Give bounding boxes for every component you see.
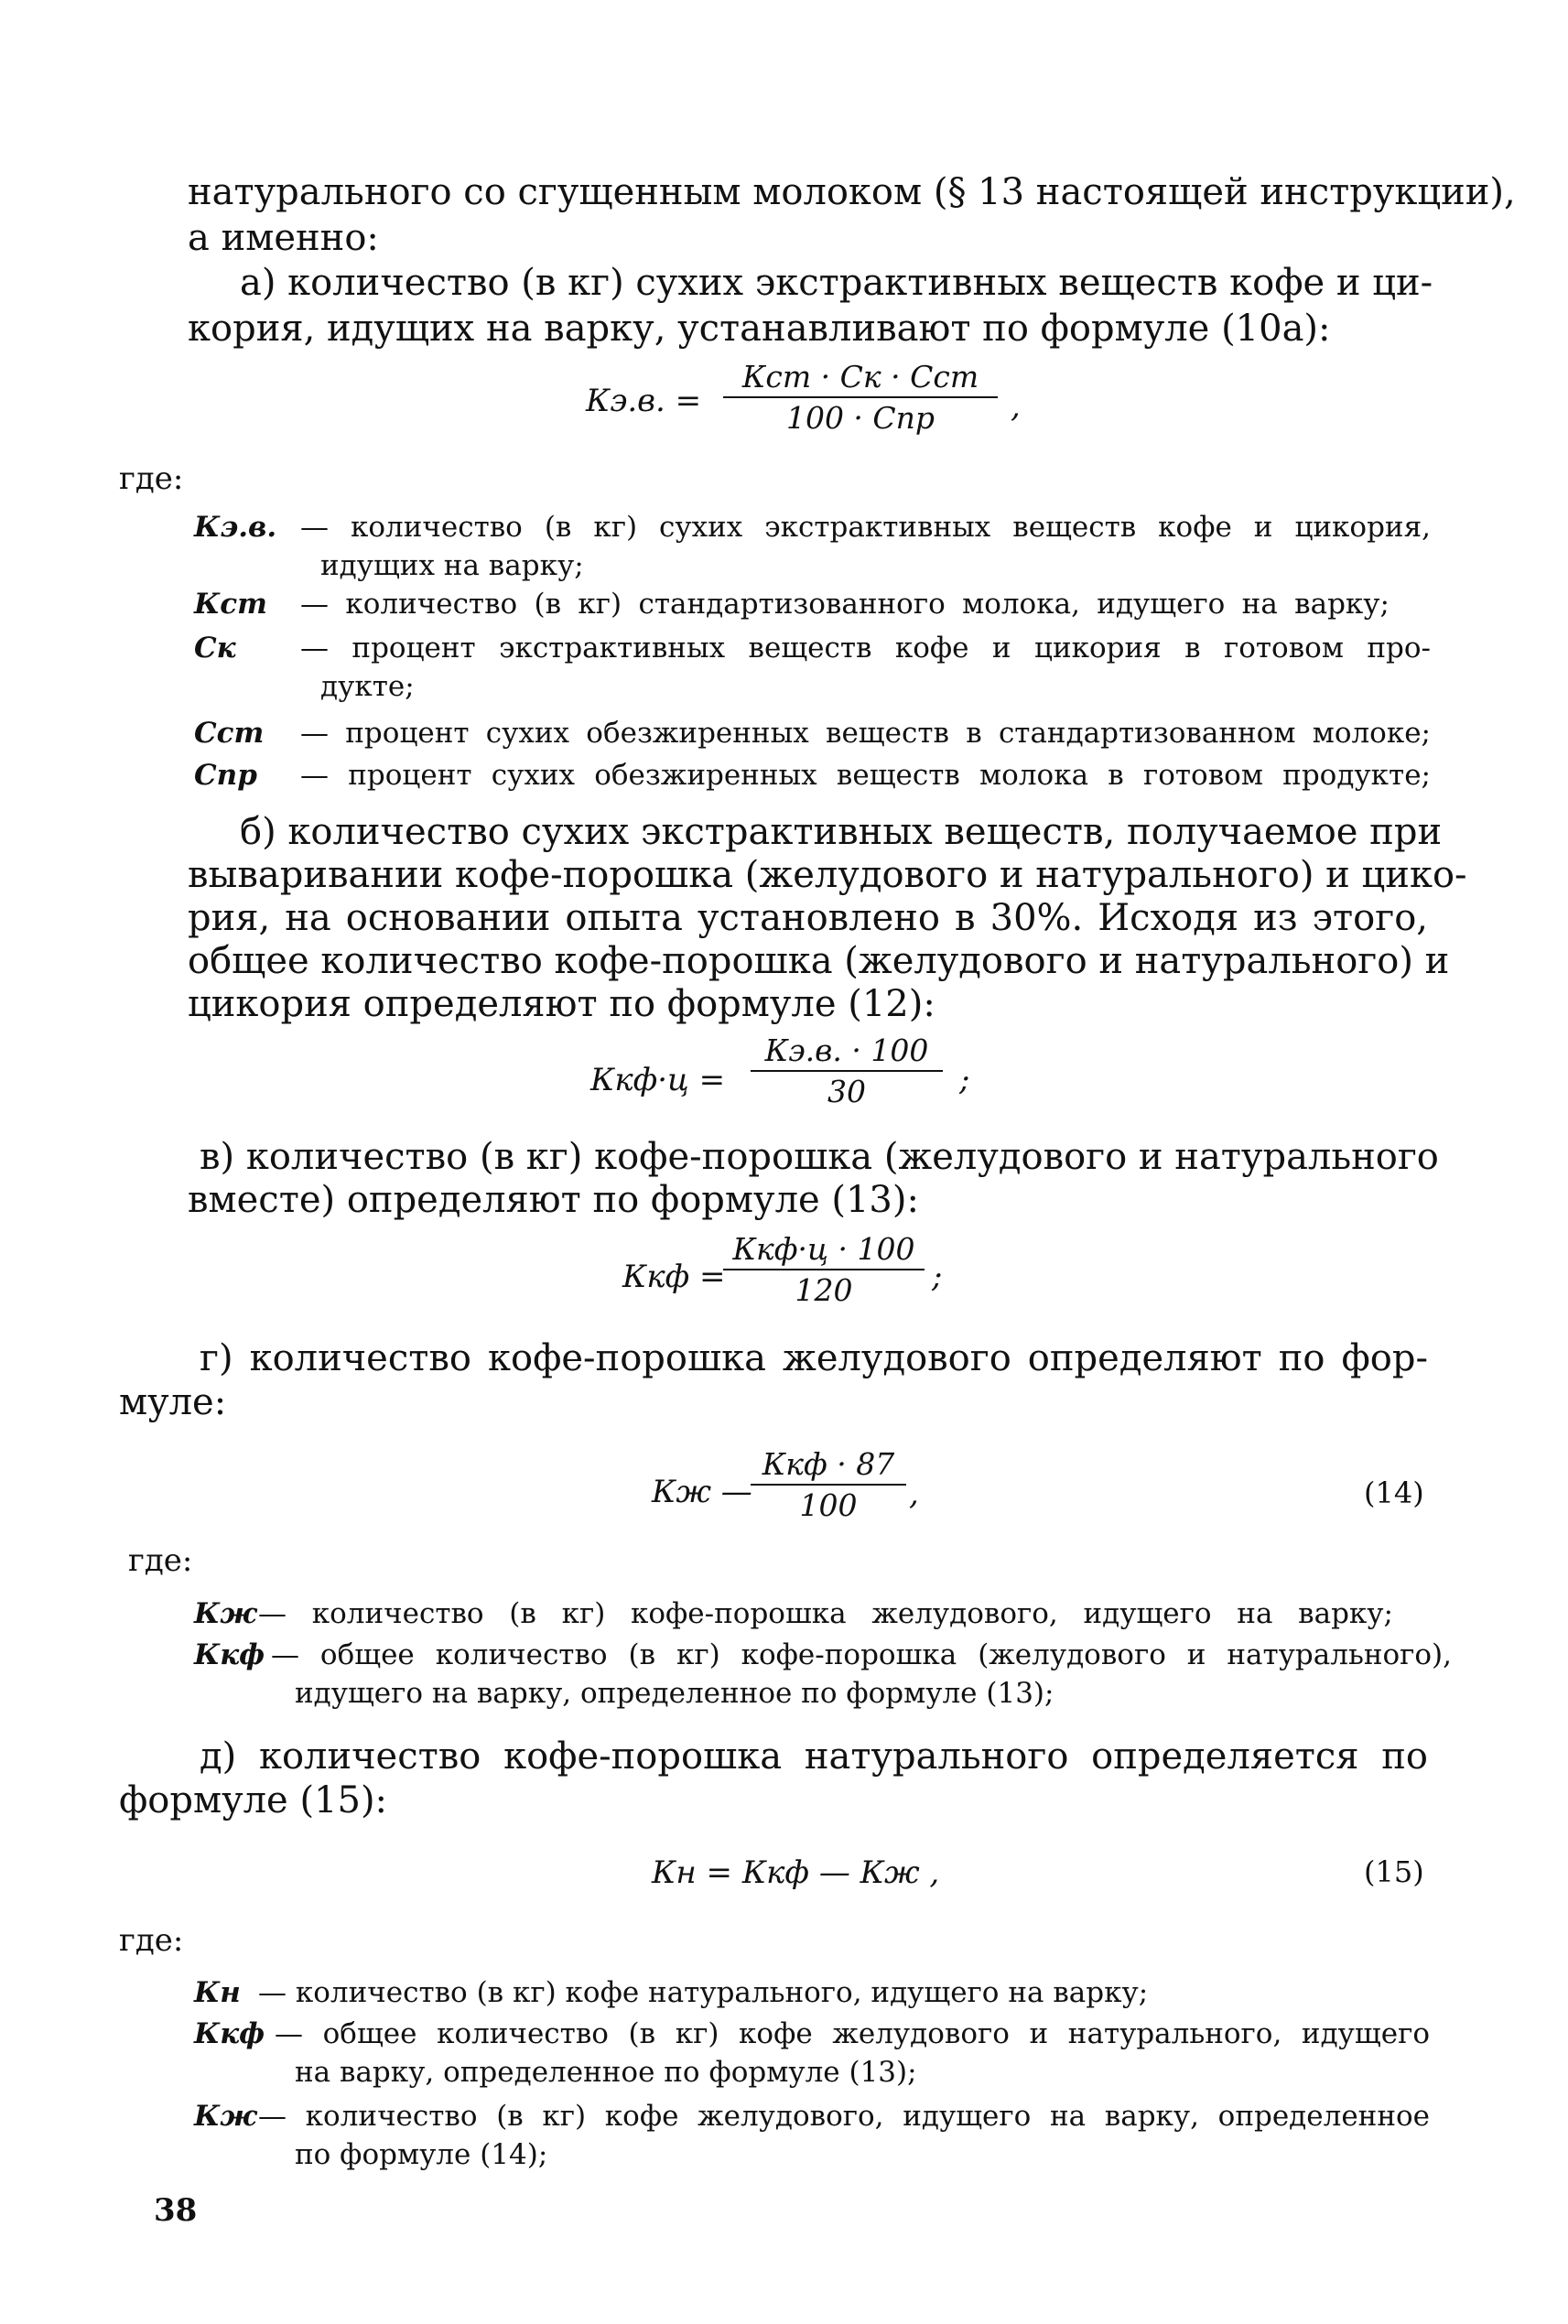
formula-14-tail: , <box>909 1475 919 1512</box>
formula-12-tail: ; <box>959 1062 970 1098</box>
item-d-line-1: д) количество кофе-порошка натурального определяется по <box>200 1735 1428 1778</box>
def-d-term-2: Ккф <box>194 2017 265 2050</box>
equation-number-14: (14) <box>1364 1475 1424 1510</box>
def-g-cont-2: идущего на варку, определенное по формуле (13); <box>295 1677 1054 1710</box>
item-b-line-1: б) количество сухих экстрактивных веществ, получаемое при <box>240 811 1443 853</box>
formula-10a-numerator: Кст · Ск · Сст <box>741 359 979 395</box>
def-a-text-2: — количество (в кг) стандартизованного молока, идущего на варку; <box>300 588 1390 621</box>
intro-line-1: натурального со сгущенным молоком (§ 13 настоящей инструкции), <box>188 171 1516 213</box>
item-v-line-2: вместе) определяют по формуле (13): <box>188 1179 919 1221</box>
formula-13-fraction <box>723 1231 925 1308</box>
item-b-line-3: рия, на основании опыта установлено в 30%. Исходя из этого, <box>188 897 1428 939</box>
def-d-text-2: — общее количество (в кг) кофе желудового и натурального, идущего <box>275 2017 1430 2050</box>
formula-14-lhs: Кж — <box>652 1474 752 1510</box>
formula-13-numerator: Ккф·ц · 100 <box>732 1231 915 1267</box>
def-d-cont-2: на варку, определенное по формуле (13); <box>295 2056 917 2089</box>
formula-13-tail: ; <box>932 1259 943 1295</box>
def-a-text-1: — количество (в кг) сухих экстрактивных веществ кофе и цикория, <box>300 511 1431 544</box>
def-a-cont-1: идущих на варку; <box>320 549 584 582</box>
item-d-line-2: формуле (15): <box>119 1779 388 1821</box>
item-a-line-1: а) количество (в кг) сухих экстрактивных веществ кофе и ци- <box>240 262 1433 304</box>
def-a-cont-3: дукте; <box>320 670 415 703</box>
formula-10a-lhs: Кэ.в. = <box>586 383 702 419</box>
formula-12-numerator: Кэ.в. · 100 <box>764 1032 929 1068</box>
def-a-text-4: — процент сухих обезжиренных веществ в стандартизованном молоке; <box>300 717 1431 750</box>
def-g-term-1: Кж <box>194 1597 257 1630</box>
def-d-cont-3: по формуле (14); <box>295 2138 548 2171</box>
formula-12-denominator: 30 <box>827 1074 866 1109</box>
def-g-text-1: — количество (в кг) кофе-порошка желудового, идущего на варку; <box>258 1597 1393 1630</box>
item-b-line-4: общее количество кофе-порошка (желудового и натурального) и <box>188 940 1450 982</box>
item-a-line-2: кория, идущих на варку, устанавливают по формуле (10а): <box>188 308 1331 350</box>
def-g-term-2: Ккф <box>194 1638 265 1671</box>
def-a-text-5: — процент сухих обезжиренных веществ молока в готовом продукте; <box>300 759 1431 792</box>
where-label-3: где: <box>119 1922 184 1959</box>
def-a-term-4: Сст <box>194 717 265 750</box>
item-b-line-5: цикория определяют по формуле (12): <box>188 983 935 1025</box>
equation-number-15: (15) <box>1364 1854 1424 1889</box>
formula-13-denominator: 120 <box>795 1272 853 1308</box>
formula-14-numerator: Ккф · 87 <box>762 1446 895 1482</box>
def-a-term-1: Кэ.в. <box>194 511 277 544</box>
formula-12-fraction <box>751 1032 943 1109</box>
formula-10a-fraction <box>723 359 998 436</box>
def-d-term-1: Кн <box>194 1976 241 2009</box>
def-a-term-2: Кст <box>194 588 267 621</box>
formula-12-lhs: Ккф·ц = <box>590 1062 726 1098</box>
formula-10a-tail: , <box>1011 388 1021 425</box>
item-g-line-1: г) количество кофе-порошка желудового определяют по фор- <box>200 1337 1428 1379</box>
formula-15: Кн = Ккф — Кж , <box>652 1854 940 1891</box>
item-g-line-2: муле: <box>119 1381 227 1423</box>
def-d-text-1: — количество (в кг) кофе натурального, идущего на варку; <box>258 1976 1149 2009</box>
def-g-text-2: — общее количество (в кг) кофе-порошка (желудового и натурального), <box>271 1638 1452 1671</box>
page-number: 38 <box>154 2192 198 2229</box>
def-d-term-3: Кж <box>194 2100 257 2133</box>
where-label-1: где: <box>119 460 184 497</box>
where-label-2: где: <box>128 1542 193 1579</box>
item-b-line-2: вываривании кофе-порошка (желудового и натурального) и цико- <box>188 854 1467 896</box>
def-a-text-3: — процент экстрактивных веществ кофе и цикория в готовом про- <box>300 632 1431 665</box>
formula-14-denominator: 100 <box>799 1487 858 1523</box>
formula-10a-denominator: 100 · Спр <box>785 400 935 436</box>
intro-line-2: а именно: <box>188 217 379 259</box>
def-a-term-5: Спр <box>194 759 257 792</box>
formula-14-fraction <box>751 1446 906 1523</box>
item-v-line-1: в) количество (в кг) кофе-порошка (желудового и натурального <box>200 1136 1439 1178</box>
def-d-text-3: — количество (в кг) кофе желудового, идущего на варку, определенное <box>258 2100 1430 2133</box>
formula-13-lhs: Ккф = <box>622 1259 726 1295</box>
def-a-term-3: Ск <box>194 632 236 665</box>
